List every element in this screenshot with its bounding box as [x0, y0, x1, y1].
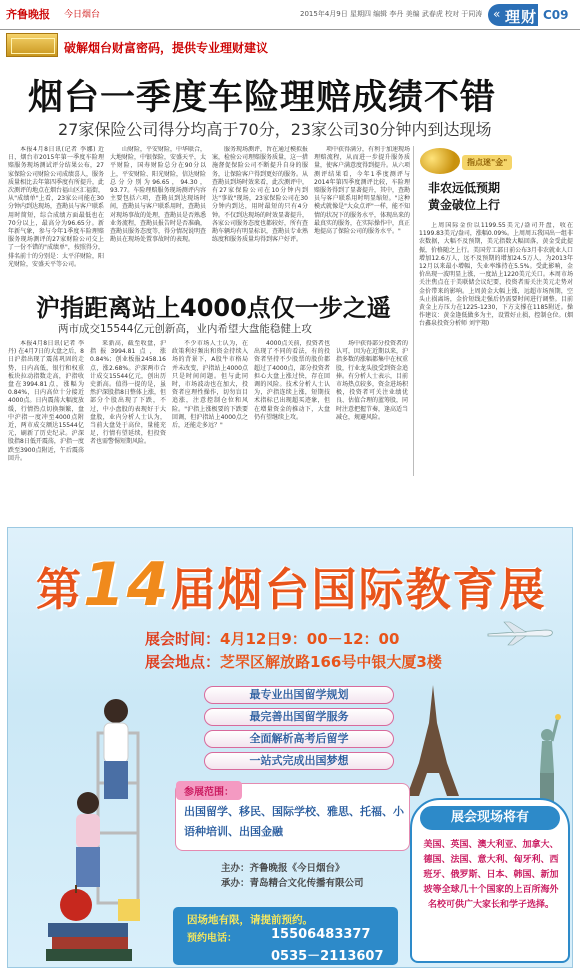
story2-column-3	[172, 340, 248, 520]
story1-column-3	[212, 146, 308, 281]
ad-place-value: 芝罘区解放路166号中银大厦3楼	[220, 653, 442, 671]
ad-title-suffix: 届烟台国际教育展	[170, 563, 547, 616]
ad-title	[36, 550, 547, 620]
story2-headline: 沪指距离站上4000点仅一步之遥	[36, 294, 391, 322]
ad-scope-box	[175, 783, 410, 851]
ad-time-label: 展会时间：	[145, 630, 221, 648]
story1-column-2	[110, 146, 206, 281]
ad-time-row	[145, 628, 442, 651]
gold-coins-icon	[420, 148, 460, 174]
story2-column-2	[90, 340, 166, 520]
ad-feature-item: 最完善出国留学服务	[204, 708, 394, 726]
section-badge-label: 理财	[505, 8, 538, 26]
ad-host: 主办：齐鲁晚报《今日烟台》	[221, 863, 345, 874]
sidebar-divider	[413, 146, 414, 476]
story1-column-4-text: 项中获得满分，有利于加速现场理赔流程，从而进一步提升服务质量，使客户满意度得到提升。从六项测评结果看，今年1季度测评与2014年第四季度测评比较，车险理赔服务得到了显著提升，其中，查勘员与客户联系用时明显缩短。"这种模式就像是"大众点评"一样，能不知情的状况下的服务水平，体现出来的最真实的服务，在实际操作中，真正地提高了保险公司的服务水平。"	[314, 146, 410, 236]
story1-subhead: 27家保险公司得分均高于70分，23家公司30分钟内到达现场	[58, 120, 492, 139]
story1-column-2-text: 山财险，平安财险，中华联合，大地财险，中银保险，安盛天平，太平财险，国寿财险总分在90分以上，平安财险、阳光财险，信达财险总分分别为96.65，94.30，93.77。车险理赔服务现场测评内容主要包括六项，查勘员到达现场时间，查勘员与客户联系用时，查勘员对现场事故的处理，查勘员是否熟悉业务流程，查勘员报告时是否准确，查勘员服务态度等，得分情况说明查勘员在现场处置事故时的表现。	[110, 146, 206, 244]
story2-column-4	[254, 340, 330, 520]
ad-place-row	[145, 651, 442, 674]
story2-column-1-text: 本报4月8日讯(记者 李丹) 在4月7日的大盘之后，8日沪指出现了震荡巩固的走势，日内高低，银行和权重板块拉动指数走高，沪指收盘在3994.81点，涨幅为0.84%，日内高位十分接近4000点。日内震荡大幅度放缓，行情热点切换频繁，盘中沪指一度冲至4000点附近，两市成交额达15544亿元，刷新了历史纪录。沪深股指8日低开震荡，沪指一度跌至3900点附近，午后震荡回升。	[8, 340, 84, 462]
ad-feature-list	[204, 686, 394, 774]
promo-strip	[0, 30, 580, 60]
page-number: C09	[543, 8, 569, 22]
story2-column-2-text: 来新高，截至收盘，沪指报3994.81点，涨0.84%；创业板报2458.16点，涨2.68%。沪深两市合计成交15544亿元，创出历史新高。值得一提的是，虽然沪深股指8日整体上涨，但部分个股出现了下跌，不过，中小盘股的表现好于大盘股，业内分析人士认为，当前大盘处于高位，量能充足，行情有望延续，但投资者也需警惕短期风险。	[90, 340, 166, 446]
ad-title-prefix: 第	[36, 563, 84, 616]
gold-bar-icon	[6, 33, 58, 57]
ad-site-text: 美国、英国、澳大利亚、加拿大、德国、法国、意大利、匈牙利、西班牙、俄罗斯、日本、韩国、新加坡等全球几十个国家的上百所海外名校可供广大家长和学子选择。	[423, 840, 559, 910]
masthead	[0, 0, 580, 30]
story2-column-4-text: 4000点关前，投资者也出现了不同的看法，有的投资者坚持不少股票的股价都超过了4000点，部分投资者担心大盘上涨过快，存在回调的风险。技术分析人士认为，沪指连续上涨，短期技术指标已出现超买迹象，但在增量资金的推动下，大盘仍有望继续上攻。	[254, 340, 330, 421]
ad-phone-1: 15506483377	[271, 927, 371, 942]
ad-contact-box	[173, 907, 398, 965]
date-line: 2015年4月9日 星期四 编辑 李丹 美编 武春虎 校对 于同涛	[300, 10, 483, 18]
ad-scope-tag: 参展范围：	[176, 781, 242, 800]
sidebar-title-line-1: 非农远低预期	[428, 181, 501, 195]
ad-title-number: 14	[83, 550, 171, 620]
ad-time-value: 4月12日9：00－12：00	[220, 630, 400, 648]
education-expo-ad	[7, 527, 573, 968]
story2-column-5	[336, 340, 408, 520]
eiffel-tower-icon	[403, 683, 463, 798]
ad-phone-2: 0535－2113607	[271, 949, 384, 964]
newspaper-logo: 齐鲁晚报	[6, 8, 50, 21]
story1-column-1	[8, 146, 104, 281]
ad-organizer: 承办：青岛精合文化传播有限公司	[221, 878, 364, 889]
section-badge	[488, 4, 538, 26]
ad-contact-note: 因场地有限，请提前预约。	[187, 914, 313, 926]
ad-organizers	[221, 861, 364, 891]
story1-column-4	[314, 146, 410, 281]
ad-feature-item: 全面解析高考后留学	[204, 730, 394, 748]
section-name: 今日烟台	[64, 10, 101, 20]
story2-column-3-text: 不少市场人士认为，在政策利好频出和资金持续入场的背景下，A股牛市格局并未改变，沪指站上4000点只是时间问题。但与此同时，市场波动也在加大，投资者应理性操作，切勿盲目追涨，注意控制仓位和风险。"沪指上涨极要的下跌要回调，但沪指站上4000点之后，还能走多远？"	[172, 340, 248, 430]
story2-subhead: 两市成交15544亿元创新高，业内希望大盘能稳健上攻	[58, 323, 312, 335]
ad-scope-text: 出国留学、移民、国际学校、雅思、托福、小语种培训、出国金融	[184, 805, 404, 838]
ad-site-head: 展会现场将有	[420, 806, 560, 830]
story2-column-5-text: 场中获得部分投资者的认可，因为在近期以来，沪指多数的涨幅都集中在权重股，行业龙头股受到资金追捧。有分析人士表示，目前市场热点较多，资金进场积极，投资者可关注业绩优良、估值合理的蓝筹股，同时注意把握节奏，逢高适当减仓，规避风险。	[336, 340, 408, 421]
sidebar-body	[419, 222, 573, 472]
ad-phone-label: 预约电话：	[187, 933, 237, 944]
sidebar-title-line-2: 黄金破位上行	[428, 198, 501, 212]
ad-feature-item: 一站式完成出国梦想	[204, 752, 394, 770]
ad-time-place	[145, 628, 442, 674]
books-apple-illustration	[28, 863, 148, 963]
story1-headline: 烟台一季度车险理赔成绩不错	[28, 78, 497, 118]
statue-of-liberty-icon	[526, 713, 566, 803]
ad-site-box	[410, 798, 570, 963]
double-chevron-icon: «	[493, 7, 501, 21]
ad-place-label: 展会地点：	[145, 653, 221, 671]
sidebar-title	[428, 180, 500, 214]
ad-feature-item: 最专业出国留学规划	[204, 686, 394, 704]
airplane-icon	[486, 620, 556, 646]
story1-column-3-text: 服务现场测评，旨在通过模拟报案，检验公司理赔服务质量，这一措施督促保险公司不断提升自身的服务，让保险客户得到更好的服务。从查勘员到场时效来看，此次测评中，有27家保险公司在10分钟内到达"事故"现场，23家保险公司在30分钟内到达，用时最短的只有4分钟。不仅到达现场的时效显著提升，各家公司服务态度也都较好，所有查勘车辆均有明显标识，查勘员专业熟练度和服务质量均得到客户好评。	[212, 146, 308, 244]
story1-column-1-text: 本报4月8日讯(记者 李娜) 近日，烟台市2015年第一季度车险理赔服务现场测试评分结果公布，27家保险公司财险公司成绩喜人，服务质量相比去年第四季度有所提升，此次测评的地点在烟台福山区汇福街，从"成绩单"上看，23家公司能在30分钟内到达现场，查勘员与客户联系用时简短，综合成绩方面最低也在70分以上，最高分为96.65分。新年新气象，参与今年1季度车险理赔服务现场测评的27家财险公司交上了一份不错的"成绩单"，按照得分，排名前十的分别是：太平洋财险，阳光财险，安盛天平等公司。	[8, 146, 104, 268]
sidebar-body-text: 上周国际金价以1199.55美元/盎司开盘，收在1199.83美元/盎司，涨幅0.09%。上周周五我国出一组非农数据，大幅不及预期，美元指数大幅回落，黄金受此提振，价格随之上行。美国劳工部日前公布3月非农就业人口增加12.6万人，远不及预期的增加24.5万人，为2013年12月以来最小增幅，失业率维持在5.5%。受此影响，金价出现一波明显上涨，一度站上1220美元关口。本周市场关注焦点在于美联储会议纪要，投资者需关注美元走势对金价带来的影响。上周黄金大幅上涨，远超市场预期，空头止损离场，金价短线走强后仍需要时间进行调整。目前黄金上方压力在1225-1230，下方支撑在1185附近。操作建议：黄金逢低做多为主，设置好止损，控制仓位。(烟台鑫泉投资分析师 刘宇翔)	[419, 222, 573, 328]
sidebar-tag: 指点迷"金"	[462, 155, 512, 170]
promo-text: 破解烟台财富密码，提供专业理财建议	[64, 41, 269, 55]
story2-column-1	[8, 340, 84, 520]
